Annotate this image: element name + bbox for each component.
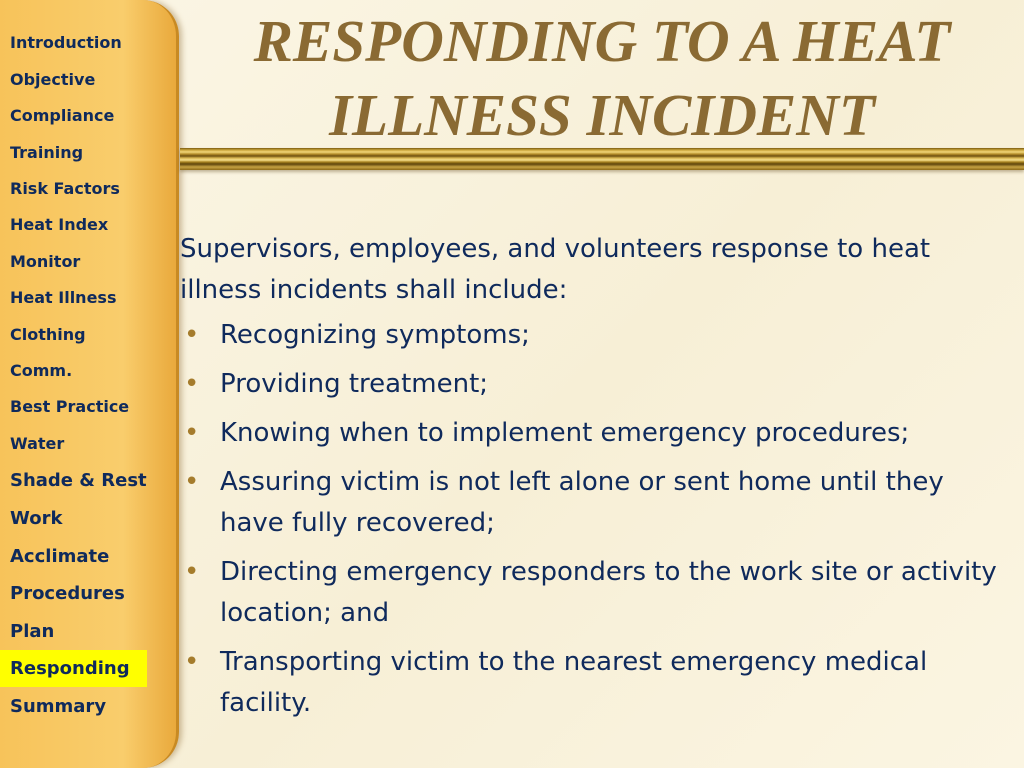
bullet-icon: • xyxy=(184,320,200,350)
nav-item-shade-rest[interactable]: Shade & Rest xyxy=(10,469,147,491)
nav-item-risk-factors[interactable]: Risk Factors xyxy=(10,178,120,198)
nav-item-responding[interactable]: Responding xyxy=(0,650,147,687)
bullet-icon: • xyxy=(184,557,200,587)
nav-item-introduction[interactable]: Introduction xyxy=(10,32,122,52)
nav-item-summary[interactable]: Summary xyxy=(10,695,107,717)
title-divider xyxy=(180,148,1024,170)
nav-item-acclimate[interactable]: Acclimate xyxy=(10,545,110,567)
nav-item-compliance[interactable]: Compliance xyxy=(10,105,115,125)
list-item xyxy=(180,364,1010,405)
slide-body xyxy=(180,229,1010,732)
nav-item-heat-index[interactable]: Heat Index xyxy=(10,214,109,234)
list-item xyxy=(180,462,1010,544)
slide-title-line-2: ILLNESS INCIDENT xyxy=(329,82,875,148)
nav-item-monitor[interactable]: Monitor xyxy=(10,251,81,271)
bullet-text: Assuring victim is not left alone or sent home until they have fully recovered; xyxy=(220,467,944,538)
bullet-icon: • xyxy=(184,647,200,677)
nav-sidebar xyxy=(0,0,179,768)
bullet-text: Providing treatment; xyxy=(220,369,489,399)
bullet-list xyxy=(180,315,1010,724)
bullet-text: Transporting victim to the nearest emergency medical facility. xyxy=(220,647,928,718)
list-item xyxy=(180,552,1010,634)
nav-item-training[interactable]: Training xyxy=(10,142,84,162)
bullet-icon: • xyxy=(184,369,200,399)
nav-item-water[interactable]: Water xyxy=(10,433,65,453)
bullet-text: Directing emergency responders to the work site or activity location; and xyxy=(220,557,997,628)
intro-text: Supervisors, employees, and volunteers response to heat illness incidents shall include: xyxy=(180,234,931,305)
slide-title xyxy=(180,4,1024,152)
bullet-icon: • xyxy=(184,467,200,497)
nav-item-objective[interactable]: Objective xyxy=(10,69,96,89)
nav-item-clothing[interactable]: Clothing xyxy=(10,324,86,344)
bullet-text: Knowing when to implement emergency procedures; xyxy=(220,418,910,448)
nav-item-best-practice[interactable]: Best Practice xyxy=(10,396,130,416)
list-item xyxy=(180,315,1010,356)
nav-item-comm[interactable]: Comm. xyxy=(10,360,73,380)
nav-item-procedures[interactable]: Procedures xyxy=(10,582,125,604)
slide-title-line-1: RESPONDING TO A HEAT xyxy=(253,8,951,74)
nav-item-plan[interactable]: Plan xyxy=(10,620,55,642)
nav-item-work[interactable]: Work xyxy=(10,507,63,529)
list-item xyxy=(180,413,1010,454)
list-item xyxy=(180,642,1010,724)
nav-item-heat-illness[interactable]: Heat Illness xyxy=(10,287,117,307)
bullet-text: Recognizing symptoms; xyxy=(220,320,530,350)
bullet-icon: • xyxy=(184,418,200,448)
